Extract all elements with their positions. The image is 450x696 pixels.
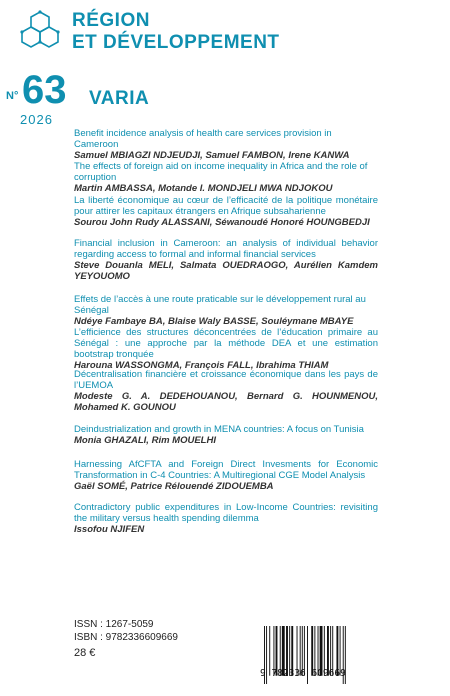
article-entry: [74, 161, 378, 194]
article-authors: Modeste G. A. DEDEHOUANOU, Bernard G. HOUNMENOU, Mohamed K. GOUNOU: [74, 391, 378, 413]
article-authors: Martin AMBASSA, Motande I. MONDJELI MWA NDJOKOU: [74, 183, 333, 194]
article-entry: [74, 294, 378, 327]
issue-number: 63: [22, 68, 67, 112]
journal-title-line-1: RÉGION: [72, 10, 150, 31]
article-authors: Gaël SOMÉ, Patrice Rélouendé ZIDOUEMBA: [74, 481, 274, 492]
journal-title-line-2: ET DÉVELOPPEMENT: [72, 32, 280, 53]
article-entry: [74, 502, 378, 535]
article-title: Benefit incidence analysis of health care services provision in Cameroon: [74, 128, 332, 150]
article-entry: [74, 195, 378, 228]
issue-number-prefix: N°: [6, 90, 19, 102]
article-authors: Steve Douanla MELI, Salmata OUEDRAOGO, Aurélien Kamdem YEYOUOMO: [74, 260, 378, 282]
issn-label: ISSN : 1267-5059: [74, 619, 154, 630]
price-label: 28 €: [74, 647, 96, 659]
article-entry: [74, 327, 378, 371]
article-authors: Issofou NJIFEN: [74, 524, 145, 535]
article-title: L’efficience des structures déconcentrées de l’éducation primaire au Sénégal : une approche par la méthode DEA et une estimation bootstrap tronquée: [74, 327, 378, 360]
article-authors: Ndéye Fambaye BA, Blaise Waly BASSE, Souléymane MBAYE: [74, 316, 354, 327]
section-title: VARIA: [89, 88, 150, 109]
article-title: The effects of foreign aid on income inequality in Africa and the role of corruption: [74, 161, 368, 183]
article-title: Contradictory public expenditures in Low-Income Countries: revisiting the military versus health spending dilemma: [74, 502, 378, 524]
article-authors: Sourou John Rudy ALASSANI, Séwanoudé Honoré HOUNGBEDJI: [74, 217, 370, 228]
isbn-label: ISBN : 9782336609669: [74, 632, 178, 643]
article-entry: [74, 424, 378, 446]
article-entry: [74, 369, 378, 413]
article-entry: [74, 459, 378, 492]
article-title: Financial inclusion in Cameroon: an analysis of individual behavior regarding access to formal and informal financial services: [74, 238, 378, 260]
article-authors: Samuel MBIAGZI NDJEUDJI, Samuel FAMBON, Irene KANWA: [74, 150, 350, 161]
article-title: Décentralisation financière et croissance économique dans les pays de l’UEMOA: [74, 369, 378, 391]
article-title: La liberté économique au cœur de l’efficacité de la politique monétaire pour attirer les capitaux étrangers en Afrique subsaharienne: [74, 195, 378, 217]
article-authors: Harouna WASSONGMA, François FALL, Ibrahima THIAM: [74, 360, 329, 371]
barcode-digits: 9 782336 609669: [260, 668, 346, 679]
issue-year: 2026: [20, 112, 53, 127]
article-title: Effets de l’accès à une route praticable sur le développement rural au Sénégal: [74, 294, 366, 316]
article-title: Harnessing AfCFTA and Foreign Direct Invesments for Economic Transformation in C-4 Countries: A Multiregional CGE Model Analysis: [74, 459, 378, 481]
article-title: Deindustrialization and growth in MENA countries: A focus on Tunisia: [74, 424, 364, 435]
article-entry: [74, 128, 378, 161]
article-authors: Monia GHAZALI, Rim MOUELHI: [74, 435, 216, 446]
hexagon-network-logo-icon: [18, 8, 62, 52]
article-entry: [74, 238, 378, 282]
